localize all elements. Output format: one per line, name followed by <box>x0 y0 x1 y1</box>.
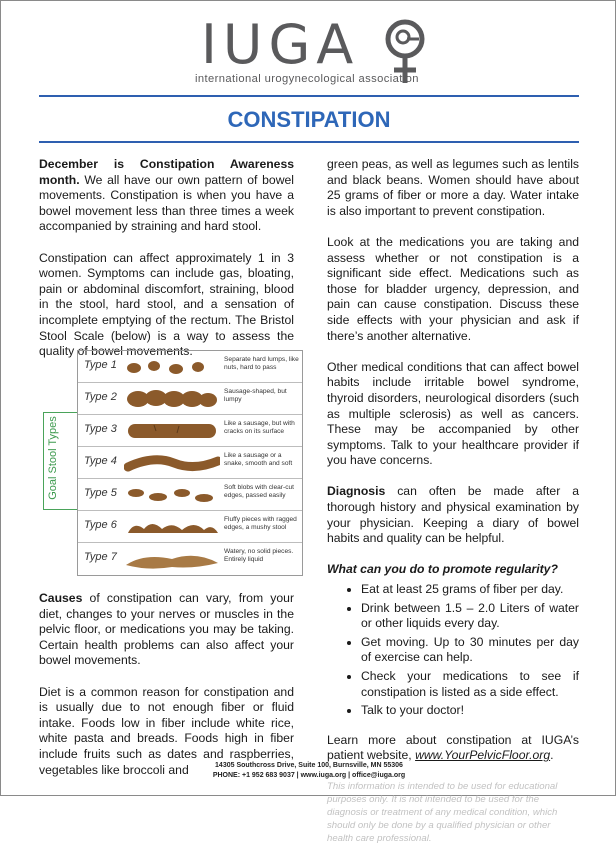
diagnosis-bold: Diagnosis <box>327 484 386 499</box>
stool-description: Soft blobs with clear-cut edges, passed easily <box>224 484 294 499</box>
footer-address: 14305 Southcross Drive, Suite 100, Burnsville, MN 55306 <box>215 762 403 769</box>
causes-bold: Causes <box>39 591 83 605</box>
goal-stool-label: Goal Stool Types <box>47 416 59 500</box>
learn-more-suffix: . <box>550 748 554 763</box>
diagnosis-paragraph <box>327 484 579 546</box>
header-rule-top <box>39 95 579 97</box>
stool-illustration-icon <box>124 387 220 411</box>
stool-description: Like a sausage or a snake, smooth and soft <box>224 452 293 467</box>
page-title: CONSTIPATION <box>227 107 391 132</box>
stool-row-type-5 <box>78 479 302 511</box>
tip-item: • Talk to your doctor! <box>361 703 579 719</box>
stool-type-label: Type 1 <box>84 359 117 371</box>
diet-paragraph: Diet is a common reason for constipation and is usually due to not enough fiber or fluid intake. Foods low in fiber include white rice, white pasta and breads. Foods high in fiber include fruits such as dates and raspberries, vegetables like broccoli and <box>39 684 294 777</box>
causes-text: of constipation can vary, from your diet, changes to your nerves or muscles in the pelvic floor, or medications you may be taking. Certain health problems can also affect your bowel movements. <box>39 591 294 668</box>
intro-paragraph <box>39 157 294 235</box>
left-column <box>39 157 294 375</box>
intro-bold: December is Constipation Awareness month. <box>39 157 294 187</box>
website-link[interactable]: www.YourPelvicFloor.org <box>415 748 551 763</box>
stool-row-type-4 <box>78 447 302 479</box>
stool-illustration-icon <box>124 355 220 379</box>
header-rule-bottom <box>39 141 579 143</box>
medications-paragraph: Look at the medications you are taking and assess whether or not constipation is a significant side effect. Medications such as those for bladder urgency, depression, and pain can cause constipation. Discuss these side effects with your physician and ask if there’s another alternative. <box>327 234 579 343</box>
stool-type-label: Type 4 <box>84 455 117 467</box>
stool-type-label: Type 2 <box>84 391 117 403</box>
footer <box>1 761 616 781</box>
logo-wordmark: IUGA <box>201 13 360 76</box>
intro-text: We all have our own pattern of bowel movements. Constipation is when you have a bowel movement less than three times a week accompanied by straining and hard stool. <box>39 172 294 234</box>
stool-illustration-icon <box>124 451 220 475</box>
tips-list <box>327 582 579 719</box>
stool-description: Fluffy pieces with ragged edges, a mushy stool <box>224 516 297 531</box>
tip-item: • Check your medications to see if constipation is listed as a side effect. <box>361 669 579 700</box>
stool-row-type-2 <box>78 383 302 415</box>
stool-description: Like a sausage, but with cracks on its surface <box>224 420 295 435</box>
conditions-paragraph: Other medical conditions that can affect bowel habits include irritable bowel syndrome, thyroid disorders, neurological disorders (such as multiple sclerosis) as well as cancers. These may be accompanied by other symptoms. Talk to your healthcare provider if you have concerns. <box>327 359 579 468</box>
stool-row-type-3 <box>78 415 302 447</box>
learn-more-text: Learn more about constipation at IUGA’s patient website, <box>327 732 579 763</box>
prevalence-paragraph: Constipation can affect approximately 1 in 3 women. Symptoms can include gas, bloating, pain or abdominal discomfort, straining, blood in the stool, hard stool, and a sensation of incomplete emptying of the rectum. The Bristol Stool Scale (below) is a way to assess the quality of bowel movements. <box>39 250 294 359</box>
stool-row-type-1 <box>78 351 302 383</box>
stool-type-label: Type 5 <box>84 487 117 499</box>
disclaimer: This information is intended to be used for educational purposes only. It is not intended to be used for the diagnosis or treatment of any medical condition, which should only be done by a qualified physician or other health care professional. <box>327 780 558 844</box>
stool-illustration-icon <box>124 483 220 507</box>
stool-type-label: Type 3 <box>84 423 117 435</box>
stool-type-label: Type 7 <box>84 551 117 563</box>
stool-type-label: Type 6 <box>84 519 117 531</box>
stool-illustration-icon <box>124 419 220 443</box>
stool-row-type-6 <box>78 511 302 543</box>
causes-paragraph <box>39 591 294 669</box>
stool-illustration-icon <box>124 515 220 539</box>
stool-row-type-7 <box>78 543 302 574</box>
stool-scale-table <box>77 350 303 576</box>
stool-description: Watery, no solid pieces. Entirely liquid <box>224 548 294 563</box>
diagnosis-text: can often be made after a thorough history and physical examination by your physician. Keeping a diary of bowel habits and quality can be helpful. <box>327 484 579 546</box>
logo-subtitle: international urogynecological association <box>195 73 419 85</box>
tips-heading: What can you do to promote regularity? <box>327 562 558 577</box>
right-column <box>327 157 579 860</box>
stool-description: Sausage-shaped, but lumpy <box>224 388 287 403</box>
tip-item: • Eat at least 25 grams of fiber per day. <box>361 582 579 598</box>
tip-item: • Drink between 1.5 – 2.0 Liters of water or other liquids every day. <box>361 601 579 632</box>
stool-illustration-icon <box>124 547 220 571</box>
fiber-paragraph: green peas, as well as legumes such as lentils and black beans. Women should have about 25 grams of fiber or more a day. Water intake is also important to prevent constipation. <box>327 157 579 218</box>
bristol-stool-chart <box>43 350 303 576</box>
tip-item: • Get moving. Up to 30 minutes per day of exercise can help. <box>361 635 579 666</box>
footer-contact: PHONE: +1 952 683 9037 | www.iuga.org | office@iuga.org <box>212 772 406 779</box>
learn-more-paragraph <box>327 733 579 764</box>
stool-description: Separate hard lumps, like nuts, hard to pass <box>224 356 299 371</box>
